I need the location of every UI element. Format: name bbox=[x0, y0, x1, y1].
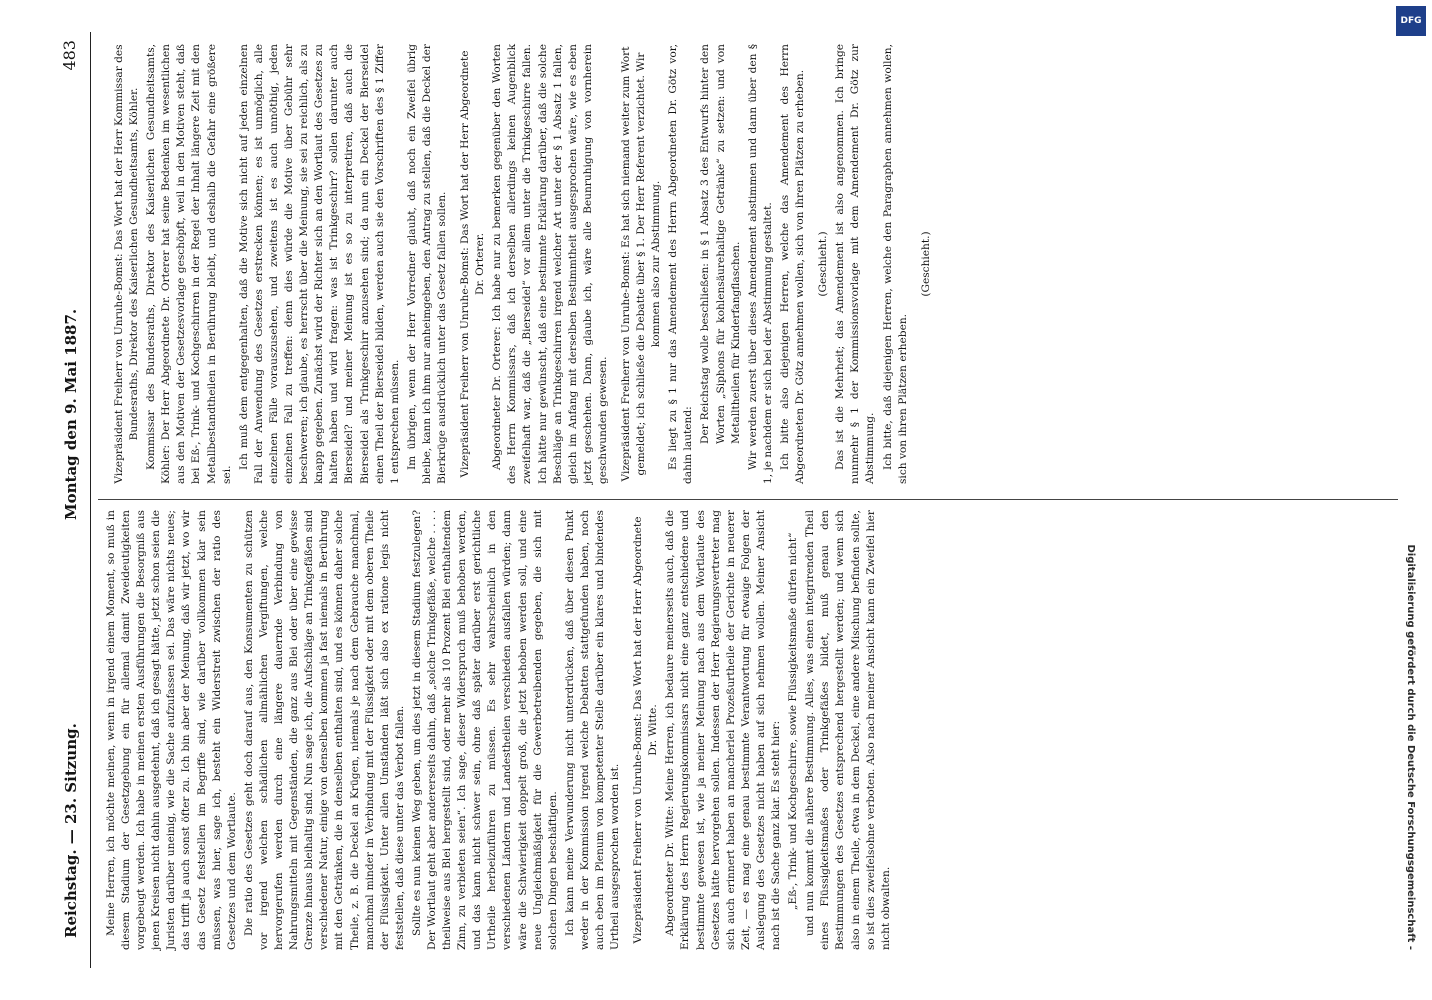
paragraph: Kommissar des Bundesraths, Direktor des Kaiserlichen Gesundheitsamts, Köhler: Der Herr Abgeordnete Dr. Orterer hat seine Bedenken im wesentlichen aus den Motiven der Gesetzesvorlage geschöpft, weil in den Motiven steht, daß bei Eß-, Trink- und Kochgeschirren in der Regel der Inhalt längere Zeit mit den Metallbestandtheilen in Berührung bleibt, und deshalb die Gefahr eine größere sei. bbox=[145, 44, 233, 484]
speaker-heading: Vizepräsident Freiherr von Unruhe-Bomst: Das Wort hat der Herr Abgeordnete Dr. Orterer. bbox=[459, 50, 487, 478]
speaker-heading: Vizepräsident Freiherr von Unruhe-Bomst: Es hat sich niemand weiter zum Wort gemeldet; ich schließe die Debatte über § 1. Der Herr Referent verzichtet. Wir kommen also zur Abstimmung. bbox=[620, 46, 663, 482]
paragraph: Im übrigen, wenn der Herr Vorredner glaubt, daß noch ein Zweifel übrig bleibe, kann ich ihm nur anheimgeben, den Antrag zu stellen, daß die Deckel der Bierkrüge ausdrücklich unter das Gesetz fallen sollen. bbox=[405, 44, 448, 484]
paragraph: und nun kommt die nähere Bestimmung. Alles, was einen integrirenden Theil eines Flüssigkeitsmaßes oder Trinkgefäßes bildet, muß genau den Bestimmungen des Gesetzes entsprechend hergestellt werden; und wenn sich also in einem Theile, etwa in dem Deckel, eine andere Mischung befinden sollte, so ist dies zweifelsohne verboten. Also nach meiner Ansicht kann ein Zweifel hier nicht obwalten. bbox=[804, 510, 892, 950]
paragraph: Ich bitte also diejenigen Herren, welche das Amendement des Herrn Abgeordneten Dr. Götz annehmen wollen, sich von ihren Plätzen zu erheben. bbox=[778, 44, 807, 484]
paragraph: Das ist die Mehrheit; das Amendement ist also angenommen. Ich bringe nunmehr § 1 der Kommissionsvorlage mit dem Amendement Dr. Götz zur Abstimmung. bbox=[834, 44, 877, 484]
paragraph: Wir werden zuerst über dieses Amendement abstimmen und dann über den § 1, je nachdem er sich bei der Abstimmung gestaltet. bbox=[746, 44, 774, 484]
paragraph: Ich bitte, daß diejenigen Herren, welche den Paragraphen annehmen wollen, sich von ihren Plätzen erheben. bbox=[881, 44, 909, 484]
rotated-document-page bbox=[56, 32, 1416, 968]
header-session: Reichstag. — 23. Sitzung. bbox=[62, 723, 80, 938]
dfg-sidebar-text: Digitalisierung gefördert durch die Deutsche Forschungsgemeinschaft - bbox=[1405, 544, 1416, 950]
paragraph: Es liegt zu § 1 nur das Amendement des Herrn Abgeordneten Dr. Götz vor, dahin lautend: bbox=[667, 44, 695, 484]
paragraph: Der Reichstag wolle beschließen: in § 1 Absatz 3 des Entwurfs hinter den Worten „Siphons für kohlensäurehaltige Getränke“ zu setzen: und von Metalltheilen für Kinderfangflaschen. bbox=[699, 44, 742, 444]
right-column bbox=[104, 44, 936, 484]
header-date: Montag den 9. Mai 1887. bbox=[62, 308, 80, 520]
column-divider bbox=[98, 499, 1398, 500]
left-column bbox=[104, 510, 896, 950]
page-header bbox=[56, 32, 91, 968]
paragraph: Sollte es nun keinen Weg geben, um dies jetzt in diesem Stadium festzulegen? Der Wortlaut geht aber andererseits dahin, daß „solche Trinkgefäße, welche . . . . theilweise aus Blei hergestellt sind, oder mehr als 10 Prozent Blei enthaltendem Zinn, zu verbieten seien“. Ich sage, dieser Widerspruch muß behoben werden, und das kann nicht schwer sein, ohne daß später darüber erst gerichtliche Urtheile herbeizuführen zu müssen. Es sehr wahrscheinlich in den verschiedenen Ländern und Landestheilen verschieden ausfallen würden; dann wäre die Schwierigkeit doppelt groß, die jetzt behoben werden soll, und eine neue Ungleichmäßigkeit für die Gewerbetreibenden gegeben, die sich mit solchen Dingen beschäftigen. bbox=[410, 510, 559, 950]
speaker-heading: Vizepräsident Freiherr von Unruhe-Bomst: Das Wort hat der Herr Abgeordnete Dr. Witte. bbox=[632, 516, 660, 944]
paragraph: Abgeordneter Dr. Orterer: Ich habe nur zu bemerken gegenüber den Worten des Herrn Kommissars, daß ich derselben allerdings keinen Augenblick zweifelhaft war, daß die „Bierseidel“ vor allem unter die Trinkgeschirre fallen. Ich hätte nur gewünscht, daß eine bestimmte Erklärung darüber, daß die solche Beschläge an Trinkgeschirren irgend welcher Art unter der § 1 Absatz 1 fallen, gleich im Anfang mit derselben Bestimmtheit ausgesprochen wäre, wie es eben jetzt geschehen. Dann, glaube ich, wäre alle Beunruhigung von vornherein geschwunden gewesen. bbox=[491, 44, 609, 484]
page-number: 483 bbox=[60, 40, 79, 71]
paragraph: Ich kann meine Verwunderung nicht unterdrücken, daß über diesen Punkt weder in der Kommission irgend welche Debatten stattgefunden haben, noch auch eben im Plenum von kompetenter Stelle darüber ein klares und bindendes Urtheil ausgesprochen worden ist. bbox=[563, 510, 622, 950]
dfg-logo-icon: DFG bbox=[1396, 6, 1426, 36]
speaker-heading: (Geschieht.) bbox=[919, 231, 932, 297]
paragraph: Meine Herren, ich möchte meinen, wenn in irgend einem Moment, so muß in diesem Stadium der Gesetzgebung ein für allemal damit Zweideutigkeiten vorgebeugt werden. Ich habe in meinen ersten Ausführungen die Besorgniß aus jenen Kreisen nicht dahin ausgedehnt, daß ich gesagt hätte, jetzt schon seien die Juristen darüber uneinig, wie die Sache aufzufassen sei. Das wäre nichts neues; das trifft ja auch sonst öfter zu. Ich bin aber der Meinung, daß wir jetzt, wo wir das Gesetz feststellen im Begriffe sind, wie darüber vollkommen klar sein müssen, was hier, sage ich, besteht ein Widerstreit zwischen der ratio des Gesetzes und dem Wortlaute. bbox=[105, 510, 238, 950]
dfg-sidebar bbox=[1396, 10, 1426, 990]
speaker-heading: (Geschieht.) bbox=[817, 231, 830, 297]
paragraph: Abgeordneter Dr. Witte: Meine Herren, ich bedaure meinerseits auch, daß die Erklärung des Herrn Regierungskommissars nicht eine ganz entschiedene und bestimmte gewesen ist, wie ja meiner Meinung nach aus dem Wortlaute des Gesetzes hätte hervorgehen sollen. Indessen der Herr Regierungsvertreter mag sich auch erinnert haben an mancherlei Prozeßurtheile der Gerichte in neuerer Zeit, — es mag eine genau bestimmte Verantwortung für etwaige Folgen der Auslegung des Gesetzes nicht haben auf sich nehmen wollen. Meiner Ansicht nach ist die Sache ganz klar. Es steht hier: bbox=[664, 510, 783, 950]
speaker-heading: Vizepräsident Freiherr von Unruhe-Bomst: Das Wort hat der Herr Kommissar des Bundesraths, Direktor des Kaiserlichen Gesundheitsamts, Köhler. bbox=[113, 44, 141, 484]
paragraph: Ich muß dem entgegenhalten, daß die Motive sich nicht auf jeden einzelnen Fall der Anwendung des Gesetzes erstrecken können; es ist unmöglich, alle einzelnen Fälle vorauszusehen, und zweitens ist es auch unnöthig, jeden einzelnen Fall zu treffen: denn dies würde die Motive über Gebühr sehr beschweren; ich glaube, es herrscht über die Meinung, sie sei zu reichlich, als zu knapp gegeben. Zunächst wird der Richter sich an den Wortlaut des Gesetzes zu halten haben und wird fragen: was ist Trinkgeschirr? sollen darunter auch Bierseidel? und meiner Meinung ist es so zu interpretiren, daß auch die Bierseidel als Trinkgeschirr anzusehen sind; da nun ein Deckel der Bierseidel einen Theil der Bierseidel bilden, werden auch sie den Vorschriften des § 1 Ziffer 1 entsprechen müssen. bbox=[237, 44, 401, 484]
paragraph: „Eß-, Trink- und Kochgeschirre, sowie Flüssigkeitsmaße dürfen nicht“ bbox=[787, 532, 800, 910]
paragraph: Die ratio des Gesetzes geht doch darauf aus, den Konsumenten zu schützen vor irgend welchen schädlichen allmählichen Vergiftungen, welche hervorgerufen werden durch eine längere dauernde Verbindung von Nahrungsmitteln mit Gegenständen, die ganz aus Blei oder über eine gewisse Grenze hinaus bleihaltig sind. Nun sage ich, die Aufschläge an Trinkgefäßen sind verschiedener Natur, einige von denselben kommen ja fast niemals in Berührung mit den Getränken, die in denselben enthalten sind, und es können daher solche Theile, z. B. die Deckel an Krügen, niemals je nach dem Gebrauche manchmal, manchmal minder in Verbindung mit der Flüssigkeit oder mit dem oberen Theile der Flüssigkeit. Unter allen Umständen läßt sich also ex ratione legis nicht feststellen, daß diese unter das Verbot fallen. bbox=[242, 510, 406, 950]
